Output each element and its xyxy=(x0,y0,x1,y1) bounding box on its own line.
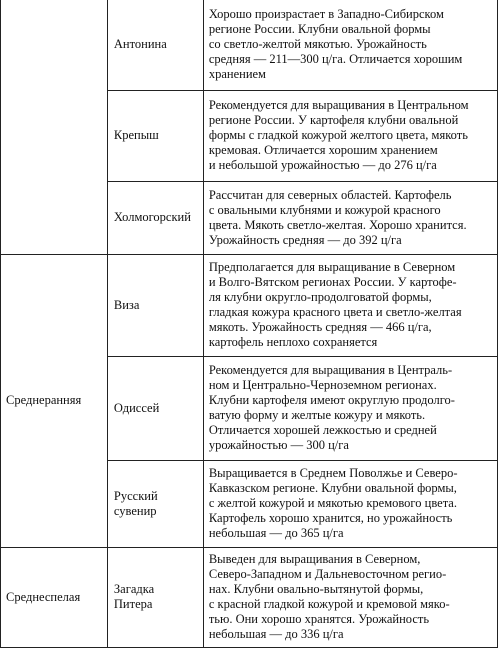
variety-name: Крепыш xyxy=(107,90,203,181)
table-row xyxy=(1,254,498,356)
ripeness-cell: Среднеспелая xyxy=(1,547,108,647)
variety-name: Холмогорский xyxy=(107,181,203,254)
variety-name: Антонина xyxy=(107,0,203,90)
ripeness-cell xyxy=(1,0,108,254)
table-row xyxy=(1,0,498,90)
variety-description: Рекомендуется для выращивания в Централь- ном и Центрально-Черноземном регионах. Клубни картофеля имеют округлую продолго- ватую форму и желтые кожуру и мякоть. Отличается хорошей лежкостью и средней урожайностью — 300 ц/га xyxy=(203,356,497,460)
variety-description: Рассчитан для северных областей. Картофель с овальными клубнями и кожурой красного цвета. Мякоть светло-желтая. Хорошо хранится. Урожайность средняя — до 392 ц/га xyxy=(203,181,497,254)
ripeness-cell: Среднеранняя xyxy=(1,254,108,547)
variety-name: Виза xyxy=(107,254,203,356)
variety-description: Рекомендуется для выращивания в Центральном регионе России. У картофеля клубни овальной формы с гладкой кожурой желтого цвета, мякоть кремовая. Отличается хорошим хранением и небольшой урожайностью — до 276 ц/га xyxy=(203,90,497,181)
variety-description: Предполагается для выращивание в Северном и Волго-Вятском регионах России. У картофе- ля клубни округло-продолговатой формы, гладкая кожура красного цвета и светло-желтая мякоть. Урожайность средняя — 466 ц/га, картофель неплохо сохраняется xyxy=(203,254,497,356)
table-row xyxy=(1,547,498,647)
variety-name: Одиссей xyxy=(107,356,203,460)
variety-description: Выращивается в Среднем Поволжье и Северо- Кавказском регионе. Клубни овальной формы, с желтой кожурой и мякотью кремового цвета. Картофель хорошо хранится, но урожайность небольшая — до 365 ц/га xyxy=(203,460,497,547)
variety-description: Хорошо произрастает в Западно-Сибирском регионе России. Клубни овальной формы со светло-желтой мякотью. Урожайность средняя — 211—300 ц/га. Отличается хорошим хранением xyxy=(203,0,497,90)
variety-name: Русский сувенир xyxy=(107,460,203,547)
variety-name: Загадка Питера xyxy=(107,547,203,647)
variety-description: Выведен для выращивания в Северном, Северо-Западном и Дальневосточном регио- нах. Клубни овально-вытянутой формы, с красной гладкой кожурой и кремовой мяко- тью. Они хорошо хранятся. Урожайность небольшая — до 336 ц/га xyxy=(203,547,497,647)
